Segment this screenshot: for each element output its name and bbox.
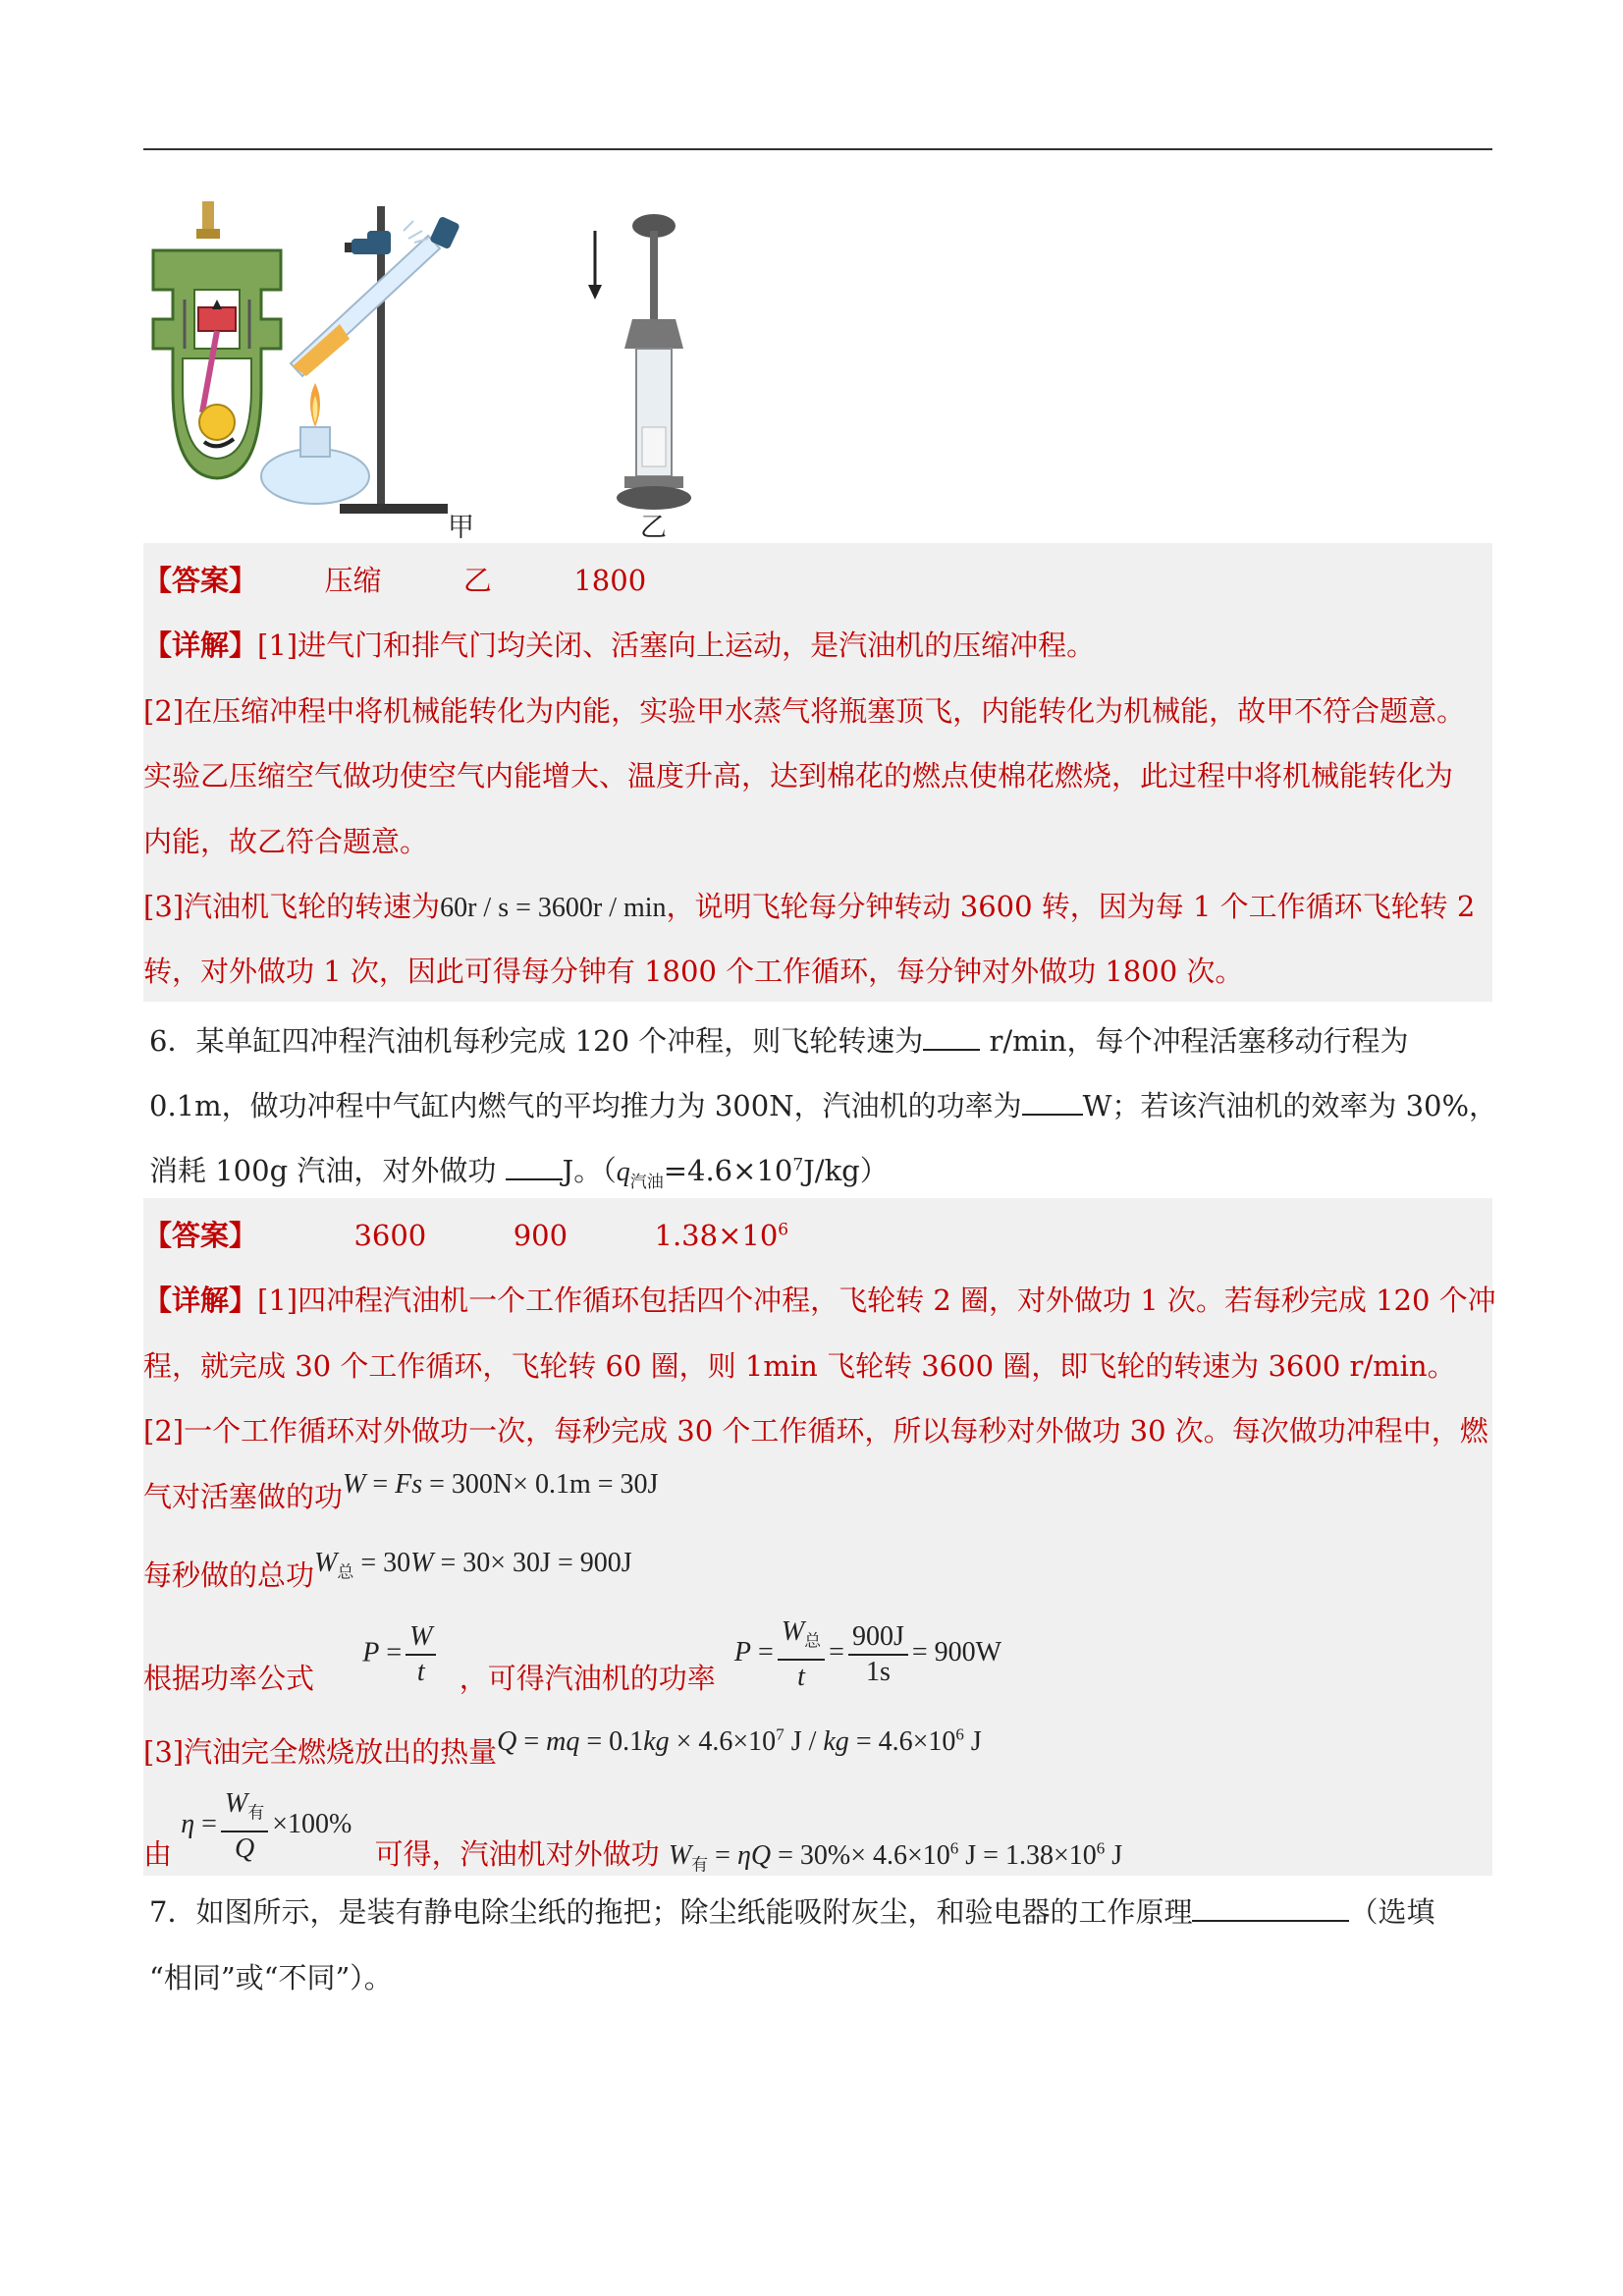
- efficiency-formula: η = $\frac{W_有}{Q}$ ×100%: [181, 1788, 352, 1864]
- q6-question-line-1: 6．某单缸四冲程汽油机每秒完成 120 个冲程，则飞轮转速为 r/min，每个冲程活塞移动行程为: [149, 1024, 1409, 1058]
- q5-answer-1: 压缩: [324, 564, 382, 597]
- power-result-formula: P = $\frac{W_总}{t}$ = $\frac{900J}{1s}$ = 900W: [733, 1616, 1002, 1692]
- q6-answer-block: [143, 1198, 1496, 1876]
- q7-question-line-2: “相同”或“不同”）。: [149, 1961, 393, 1995]
- fire-piston-figure: [588, 214, 691, 510]
- heat-formula: Q = mq = $0.1kg \times 4.6\times 10^7$ J / kg = $4.6\times 10^6$ J: [497, 1724, 982, 1757]
- q5-answer-2: 乙: [462, 564, 492, 597]
- q7-question-line-1: 7．如图所示，是装有静电除尘纸的拖把；除尘纸能吸附灰尘，和验电器的工作原理 （选填: [149, 1895, 1435, 1929]
- answer-blank: [923, 1025, 980, 1051]
- q6-answer-2: 900: [513, 1219, 568, 1252]
- q5-answer-line: [143, 559, 646, 599]
- q6-detail-line-5: 每秒做的总功$W_总 = 30W = 30\times 30J = 900J$: [143, 1548, 632, 1592]
- figure-label-jia: 甲: [448, 513, 474, 543]
- engine-cylinder-figure: [153, 201, 281, 478]
- answer-tag: 【答案】: [143, 564, 258, 597]
- test-tube-stand-figure: [261, 206, 460, 514]
- detail-tag: 【详解】: [143, 1284, 258, 1317]
- q6-detail-line-6: 根据功率公式 P = $\frac{W}{t}$ ，可得汽油机的功率 P = $\frac{W_总}{t}$ = $\frac{900J}{1s}$ = 900W: [143, 1616, 1002, 1696]
- q6-answer-line: 【答案】 3600 900 $1.38\times 10^6$: [143, 1219, 789, 1252]
- rpm-formula: 60r / s = 3600r / min: [440, 893, 667, 923]
- engine-diagram-illustrations: [143, 191, 732, 545]
- q6-detail-line-8: 由 η = $\frac{W_有}{Q}$ ×100% 可得，汽油机对外做功 $W_有 = \eta Q = 30\%\times 4.6\times 10^6$ $J = 1.38\times 10^6$ J: [143, 1788, 1123, 1875]
- answer-blank: [1192, 1896, 1349, 1922]
- q6-detail-line-2: 程，就完成 30 个工作循环，飞轮转 60 圈，则 1min 飞轮转 3600 圈，即飞轮的转速为 3600 r/min。: [143, 1349, 1456, 1383]
- figure-group: [143, 191, 732, 545]
- power-definition-formula: P = $\frac{W}{t}$: [362, 1620, 440, 1689]
- q6-detail-line-3: [2]一个工作循环对外做功一次，每秒完成 30 个工作循环，所以每秒对外做功 30 次。每次做功冲程中，燃: [143, 1414, 1488, 1448]
- q6-detail-line-4: 气对活塞做的功W = Fs = 300N× 0.1m = 30J: [143, 1469, 659, 1513]
- answer-blank: [506, 1155, 563, 1180]
- q5-answer-3: 1800: [573, 564, 647, 597]
- q6-question-line-3: 消耗 100g 汽油，对外做功 J。$(q_{汽油}=4.6\times 10^7J/kg)$: [149, 1154, 889, 1192]
- q6-question-line-2: 0.1m，做功冲程中气缸内燃气的平均推力为 300N，汽油机的功率为 W；若该汽油机的效率为 30%，: [149, 1089, 1498, 1122]
- work-formula: W = Fs = 300N× 0.1m = 30J: [343, 1469, 659, 1500]
- q5-detail-line-3: 实验乙压缩空气做功使空气内能增大、温度升高，达到棉花的燃点使棉花燃烧，此过程中将机械能转化为: [143, 759, 1454, 793]
- q5-detail-line-6: 转，对外做功 1 次，因此可得每分钟有 1800 个工作循环，每分钟对外做功 1800 次。: [143, 955, 1244, 988]
- q5-detail-line-5: [3]汽油机飞轮的转速为60r / s = 3600r / min，说明飞轮每分钟转动 3600 转，因为每 1 个工作循环飞轮转 2: [143, 890, 1476, 923]
- q5-answer-block: [143, 543, 1492, 1002]
- q5-detail-line-1: 【详解】[1]进气门和排气门均关闭、活塞向上运动，是汽油机的压缩冲程。: [143, 629, 1096, 662]
- header-rule: [143, 148, 1492, 150]
- q6-detail-line-7: [3]汽油完全燃烧放出的热量Q = mq = $0.1kg \times 4.6\times 10^7$ J / kg = $4.6\times 10^6$ J: [143, 1724, 982, 1769]
- figure-label-yi: 乙: [640, 513, 667, 543]
- answer-tag: 【答案】: [143, 1219, 258, 1252]
- total-work-formula: $W_总 = 30W = 30\times 30J = 900J$: [314, 1548, 632, 1582]
- answer-blank: [1022, 1090, 1083, 1116]
- q6-answer-3: 1.38×10: [654, 1219, 779, 1252]
- q5-detail-line-4: 内能，故乙符合题意。: [143, 825, 429, 858]
- useful-work-formula: $W_有 = \eta Q = 30\%\times 4.6\times 10^6$ $J = 1.38\times 10^6$ J: [668, 1838, 1123, 1875]
- q5-detail-line-2: [2]在压缩冲程中将机械能转化为内能，实验甲水蒸气将瓶塞顶飞，内能转化为机械能，故甲不符合题意。: [143, 694, 1466, 728]
- q6-answer-1: 3600: [353, 1219, 427, 1252]
- q6-detail-line-1: 【详解】[1]四冲程汽油机一个工作循环包括四个冲程，飞轮转 2 圈，对外做功 1 次。若每秒完成 120 个冲: [143, 1284, 1496, 1317]
- detail-tag: 【详解】: [143, 629, 258, 662]
